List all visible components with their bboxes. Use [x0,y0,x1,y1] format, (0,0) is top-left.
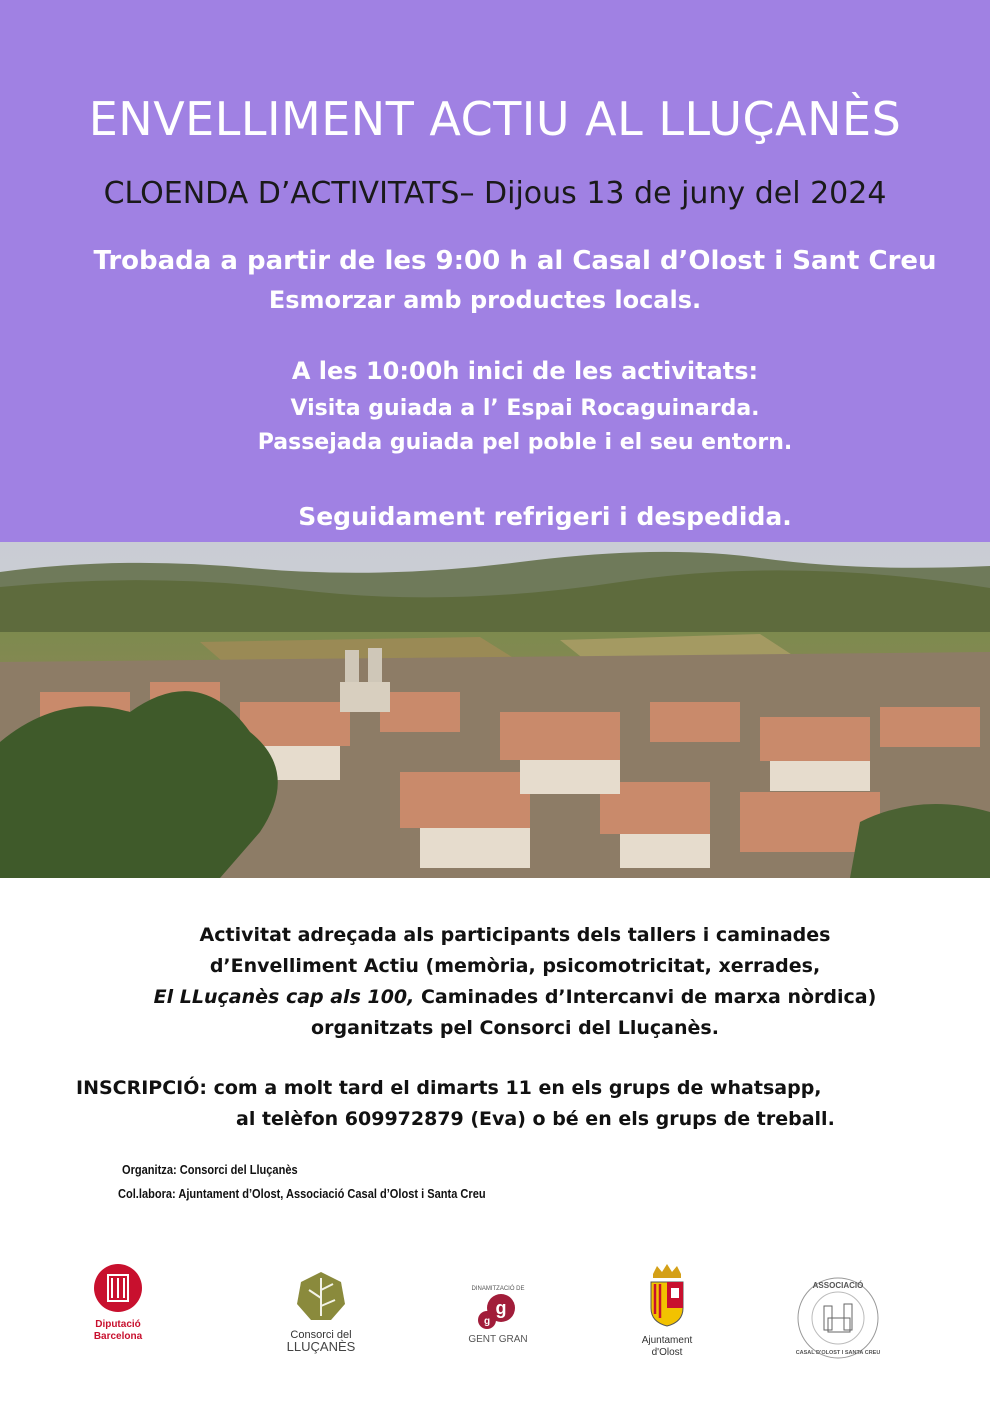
consorci-llucanes-logo [276,1268,366,1353]
associacio-top-text: ASSOCIACIÓ [812,1281,864,1290]
closing-info: Seguidament refrigeri i despedida. [298,502,792,531]
registration-label: INSCRIPCIÓ: [76,1077,207,1099]
program-name: El LLuçanès cap als 100, [153,986,415,1008]
breakfast-info: Esmorzar amb productes locals. [268,286,702,314]
gent-gran-top-text: DINAMITZACIÓ DE [471,1286,525,1292]
ajuntament-olost-logo [630,1264,704,1359]
consorci-caption-2: LLUÇANÈS [286,1339,356,1354]
diputacio-caption-1: Diputació [95,1319,141,1330]
consorci-caption-1: Consorci del [290,1329,352,1341]
activity-visit: Visita guiada a l’ Espai Rocaguinarda. [290,396,760,421]
header-banner [0,0,990,542]
audience-line-3 [20,986,990,1008]
registration-text-1: com a molt tard el dimarts 11 en els grups de whatsapp, [207,1077,822,1099]
gent-gran-bottom-text: GENT GRAN [468,1334,528,1345]
diputacio-barcelona-logo [82,1262,154,1343]
audience-line-4: organitzats pel Consorci del Lluçanès. [311,1017,719,1039]
collaborator-credit: Col.labora: Ajuntament d’Olost, Associació Casal d’Olost i Santa Creu [118,1186,486,1201]
ajuntament-caption-1: Ajuntament [641,1335,693,1346]
gent-gran-logo [462,1278,534,1353]
consorci-leaf-icon [291,1268,351,1324]
svg-text:g: g [483,1316,491,1327]
page-title: ENVELLIMENT ACTIU AL LLUÇANÈS [88,92,902,146]
audience-line-1: Activitat adreçada als participants dels tallers i caminades [199,924,831,946]
activities-start: A les 10:00h inici de les activitats: [291,357,759,385]
associacio-bottom-text: CASAL D'OLOST I SANTA CREU [795,1350,881,1356]
associacio-casal-logo [790,1272,886,1369]
diputacio-caption-2: Barcelona [93,1331,143,1342]
ajuntament-caption-2: d'Olost [651,1347,683,1358]
organizer-credit: Organitza: Consorci del Lluçanès [122,1162,298,1177]
village-landscape-photo [0,542,990,878]
registration-line-1 [76,1077,822,1099]
activity-walk: Passejada guiada pel poble i el seu entorn. [257,430,793,455]
svg-text:g: g [495,1298,507,1318]
audience-line-2: d’Envelliment Actiu (memòria, psicomotricitat, xerrades, [209,955,821,977]
associacio-seal-icon [792,1272,884,1364]
gent-gran-emblem-icon [463,1278,533,1348]
event-subtitle: CLOENDA D’ACTIVITATS– Dijous 13 de juny del 2024 [103,176,887,211]
meeting-info: Trobada a partir de les 9:00 h al Casal d’Olost i Sant Creu [93,246,937,276]
diputacio-emblem-icon [92,1262,144,1314]
olost-coat-of-arms-icon [645,1264,689,1330]
registration-line-2: al telèfon 609972879 (Eva) o bé en els grups de treball. [236,1108,835,1130]
audience-line-3-rest: Caminades d’Intercanvi de marxa nòrdica) [414,986,877,1008]
